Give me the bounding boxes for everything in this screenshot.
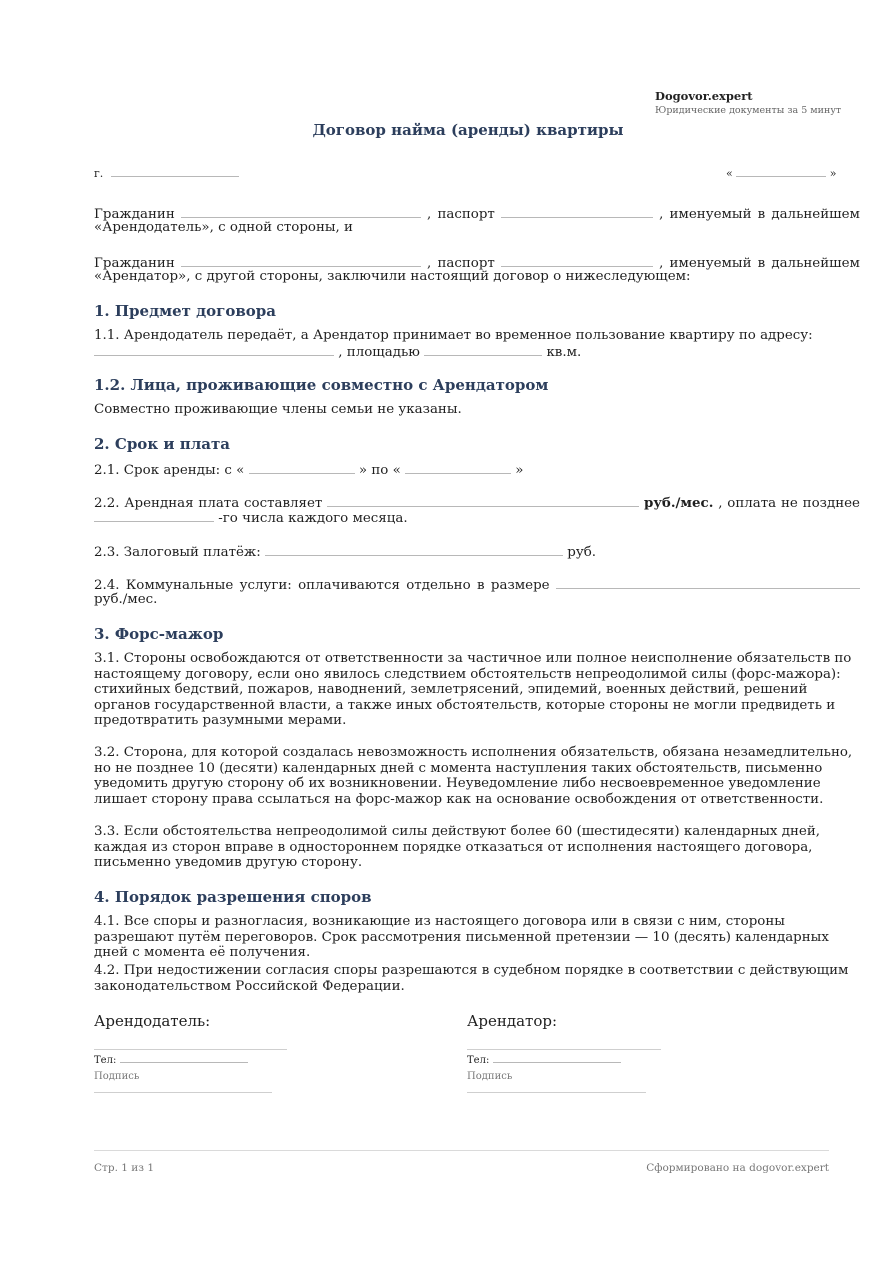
landlord-signature-title: Арендодатель:	[94, 1012, 211, 1030]
section-4-heading: 4. Порядок разрешения споров	[94, 888, 372, 906]
date-line	[726, 164, 836, 180]
tenant-name-blank[interactable]	[181, 254, 421, 267]
landlord-in-word: в	[757, 207, 766, 222]
area-unit: кв.м.	[546, 345, 582, 360]
landlord-line-2: «Арендодатель», с одной стороны, и	[94, 220, 353, 235]
utilities-word-3: оплачиваются	[298, 578, 400, 593]
date-open-quote: «	[726, 167, 733, 180]
utilities-word-6: размере	[490, 578, 550, 593]
tenant-named-word: именуемый	[669, 256, 752, 271]
tenant-phone-text: Тел:	[467, 1055, 490, 1066]
tenant-phone-blank[interactable]	[493, 1053, 621, 1063]
clause-2-2-num: 2.2.	[94, 496, 120, 511]
rent-word-1: Арендная	[124, 496, 194, 511]
brand-name: Dogovor.expert	[655, 89, 753, 103]
landlord-passport-word: паспорт	[437, 207, 495, 222]
utilities-word-2: услуги:	[239, 578, 292, 593]
landlord-word: Гражданин	[94, 207, 175, 222]
tenant-in-word: в	[757, 256, 766, 271]
term-to-label: » по «	[358, 463, 401, 478]
tenant-comma-2: ,	[659, 256, 664, 271]
city-line	[94, 164, 239, 180]
clause-4-1: 4.1. Все споры и разногласия, возникающие из настоящего договора или в связи с ним, стороны разрешают путём переговоров. Срок рассмотрения письменной претензии — 10 (десять) календарных дней с момента её получения.	[94, 914, 829, 960]
landlord-phone-text: Тел:	[94, 1055, 117, 1066]
date-close-quote: »	[829, 167, 837, 180]
area-blank[interactable]	[424, 343, 542, 356]
page-number: Стр. 1 из 1	[94, 1162, 155, 1174]
clause-4-2: 4.2. При недостижении согласия споры разрешаются в судебном порядке в соответствии с действующим законодательством Российской Федерации.	[94, 963, 849, 994]
clause-3-2: 3.2. Сторона, для которой создалась невозможность исполнения обязательств, обязана незамедлительно, но не позднее 10 (десяти) календарных дней с момента наступления таких обстоятельств, письменно уведомить другую сторону об их возникновении. Неуведомление либо несвоевременное уведомление лишает сторону права ссылаться на форс-мажор как на основание освобождения от ответственности.	[94, 745, 853, 807]
landlord-named-word: именуемый	[669, 207, 752, 222]
generated-by: Сформировано на dogovor.expert	[646, 1162, 829, 1174]
tenant-comma: ,	[427, 256, 432, 271]
landlord-sign-label: Подпись	[94, 1071, 140, 1082]
payment-day-blank[interactable]	[94, 509, 214, 522]
brand-tagline: Юридические документы за 5 минут	[655, 105, 842, 116]
document-title: Договор найма (аренды) квартиры	[312, 121, 624, 139]
rent-word-4: оплата	[727, 496, 777, 511]
utilities-amount-blank[interactable]	[556, 576, 860, 589]
clause-2-3	[94, 543, 860, 561]
deposit-blank[interactable]	[265, 543, 563, 556]
clause-3-1: 3.1. Стороны освобождаются от ответственности за частичное или полное неисполнение обязательств по настоящему договору, если оно явилось следствием обстоятельств непреодолимой силы (форс-мажора): стихийных бедствий, пожаров, наводнений, землетрясений, эпидемий, военных действий, решений органов государственной власти, а также иных обстоятельств, которые стороны не могли предвидеть и предотвратить разумными мерами.	[94, 651, 852, 728]
cohabitants-text: Совместно проживающие члены семьи не указаны.	[94, 402, 462, 417]
clause-2-4-num: 2.4.	[94, 578, 120, 593]
clause-3-3: 3.3. Если обстоятельства непреодолимой силы действуют более 60 (шестидесяти) календарных дней, каждая из сторон вправе в одностороннем порядке отказаться от исполнения настоящего договора, письменно уведомив другую сторону.	[94, 824, 821, 870]
landlord-phone-label	[94, 1053, 248, 1066]
section-3-heading: 3. Форс-мажор	[94, 625, 224, 643]
footer-divider	[94, 1150, 829, 1151]
address-blank[interactable]	[94, 343, 334, 356]
landlord-passport-blank[interactable]	[501, 205, 653, 218]
tenant-sign-label: Подпись	[467, 1071, 513, 1082]
clause-2-1	[94, 461, 860, 479]
tenant-passport-blank[interactable]	[501, 254, 653, 267]
landlord-comma: ,	[427, 207, 432, 222]
term-from-label: 2.1. Срок аренды: с «	[94, 463, 245, 478]
rent-word-2: плата	[198, 496, 240, 511]
clause-2-4-line-2: руб./мес.	[94, 592, 158, 607]
tenant-word: Гражданин	[94, 256, 175, 271]
term-end-blank[interactable]	[405, 461, 511, 474]
clause-1-1-line-1: 1.1. Арендодатель передаёт, а Арендатор принимает во временное пользование квартиру по адресу:	[94, 328, 813, 343]
landlord-sign-line[interactable]	[94, 1092, 272, 1093]
area-label: , площадью	[338, 345, 420, 360]
landlord-further-word: дальнейшем	[771, 207, 860, 222]
utilities-word-5: в	[477, 578, 485, 593]
rent-word-3: составляет	[244, 496, 323, 511]
rent-amount-blank[interactable]	[327, 494, 639, 507]
clause-2-2-line-2	[94, 509, 860, 527]
deposit-label: 2.3. Залоговый платёж:	[94, 545, 261, 560]
utilities-word-4: отдельно	[406, 578, 471, 593]
rent-word-6: позднее	[802, 496, 860, 511]
tenant-further-word: дальнейшем	[771, 256, 860, 271]
landlord-phone-blank[interactable]	[120, 1053, 248, 1063]
date-blank[interactable]	[736, 164, 826, 177]
landlord-comma-2: ,	[659, 207, 664, 222]
rent-word-5: не	[780, 496, 798, 511]
city-prefix: г.	[94, 167, 104, 180]
tenant-phone-label	[467, 1053, 621, 1066]
tenant-signature-title: Арендатор:	[467, 1012, 557, 1030]
tenant-line-2: «Арендатор», с другой стороны, заключили настоящий договор о нижеследующем:	[94, 269, 691, 284]
rent-unit: руб./мес.	[643, 495, 714, 511]
payment-day-text: -го числа каждого месяца.	[218, 511, 408, 526]
utilities-word-1: Коммунальные	[125, 578, 234, 593]
section-1-2-heading: 1.2. Лица, проживающие совместно с Арендатором	[94, 376, 549, 394]
tenant-sign-line[interactable]	[467, 1092, 646, 1093]
tenant-passport-word: паспорт	[437, 256, 495, 271]
city-blank[interactable]	[111, 164, 239, 177]
rent-comma: ,	[718, 496, 723, 511]
clause-2-4-line-1	[94, 576, 860, 594]
clause-1-1-line-2	[94, 343, 860, 361]
deposit-unit: руб.	[567, 545, 597, 560]
section-1-heading: 1. Предмет договора	[94, 302, 276, 320]
term-close-quote: »	[515, 463, 524, 478]
tenant-name-line[interactable]	[467, 1049, 661, 1050]
section-2-heading: 2. Срок и плата	[94, 435, 231, 453]
landlord-name-blank[interactable]	[181, 205, 421, 218]
term-start-blank[interactable]	[249, 461, 355, 474]
landlord-name-line[interactable]	[94, 1049, 287, 1050]
